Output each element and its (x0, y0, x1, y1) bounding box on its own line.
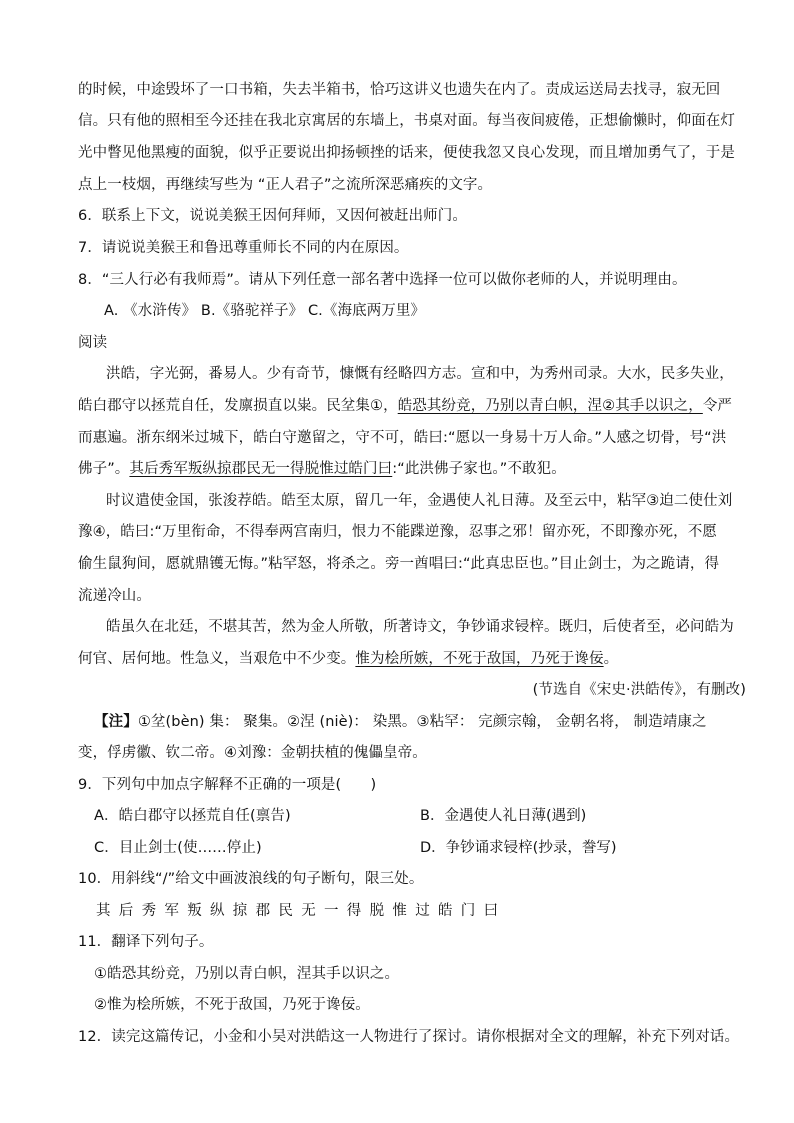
passage-line: 豫④，皓曰:“万里衔命，不得奉两宫南归，恨力不能蹀逆豫，忍事之邪！留亦死，不即豫亦死，不愿 (78, 524, 717, 540)
question-9: 9．下列句中加点字解释不正确的一项是( ) (78, 777, 377, 793)
passage-text: 何官、居何地。性急义，当艰危中不少变。 (78, 651, 356, 667)
passage-line: 流递冷山。 (78, 588, 151, 604)
option-d: D．争钞诵求锓梓(抄录，誊写) (420, 840, 617, 856)
section-heading: 阅读 (78, 335, 108, 351)
passage-text: 佛子”。 (78, 461, 130, 477)
option-a: A．皓白郡守以拯荒自任(禀告) (94, 808, 291, 824)
annotation-text: ①坌(bèn) 集： 聚集。②涅 (niè)： 染黑。③粘罕： 完颜宗翰， 金朝名将， 制造靖康之 (137, 714, 707, 730)
passage-text: 令严 (702, 398, 733, 414)
passage-line (78, 396, 758, 416)
source-citation: (节选自《宋史·洪皓传》，有删改) (532, 682, 746, 698)
passage-line: 偷生鼠狗间，愿就鼎镬无悔。”粘罕怒，将杀之。旁一酋唱曰:“此真忠臣也。”目止剑士，为之跪请，得 (78, 556, 720, 572)
passage-line: 而惠遍。浙东纲米过城下，皓白守邀留之，守不可，皓曰:“愿以一身易十万人命。”人感之切骨，号“洪 (78, 430, 727, 446)
passage-line: 时议遣使金国，张浚荐皓。皓至太原，留几一年，金遇使人礼日薄。及至云中，粘罕③迫二使仕刘 (106, 493, 733, 509)
question-7: 7．请说说美猴王和鲁迅尊重师长不同的内在原因。 (78, 240, 409, 256)
text-line: 光中瞥见他黑瘦的面貌，似乎正要说出抑扬顿挫的话来，便使我忽又良心发现，而且增加勇气了，于是 (78, 145, 735, 161)
question-12: 12．读完这篇传记，小金和小吴对洪皓这一人物进行了探讨。请你根据对全文的理解，补充下列对话。 (78, 1029, 740, 1045)
passage-line (78, 459, 758, 479)
annotation-line (94, 712, 774, 732)
text-line: 的时候，中途毁坏了一口书箱，失去半箱书，恰巧这讲义也遗失在内了。责成运送局去找寻，寂无回 (78, 82, 721, 98)
question-8: 8．“三人行必有我师焉”。请从下列任意一部名著中选择一位可以做你老师的人，并说明理由。 (78, 272, 687, 288)
question-10-sentence: 其后秀军叛纵掠郡民无一得脱惟过皓门曰 (96, 903, 507, 919)
question-8-options: A. 《水浒传》 B.《骆驼祥子》 C.《海底两万里》 (104, 303, 426, 319)
question-11-item: ①皓恐其纷竞，乃别以青白帜，涅其手以识之。 (94, 966, 400, 982)
underlined-sentence-1: 皓恐其纷竞，乃别以青白帜，涅②其手以识之， (397, 398, 703, 414)
passage-text: 。 (603, 651, 619, 667)
annotation-line: 变，俘虏徽、钦二帝。④刘豫：金朝扶植的傀儡皇帝。 (78, 745, 427, 761)
passage-text: :“此洪佛子家也。”不敢犯。 (392, 461, 566, 477)
passage-line: 洪皓，字光弼，番易人。少有奇节，慷慨有经略四方志。宣和中，为秀州司录。大水，民多失业， (106, 366, 734, 382)
underlined-sentence-2: 惟为桧所嫉，不死于敌国，乃死于谗佞 (355, 651, 604, 667)
question-6: 6．联系上下文，说说美猴王因何拜师，又因何被赶出师门。 (78, 208, 467, 224)
option-c: C．目止剑士(使……停止) (94, 840, 262, 856)
question-11-item: ②惟为桧所嫉，不死于敌国，乃死于谗佞。 (94, 997, 370, 1013)
passage-line: 皓虽久在北廷，不堪其苦，然为金人所敬，所著诗文，争钞诵求锓梓。既归，后使者至，必问皓为 (106, 619, 734, 635)
passage-line (78, 649, 758, 669)
passage-text: 皓白郡守以拯荒自任，发廪损直以粜。民坌集①， (78, 398, 398, 414)
text-line: 点上一枝烟，再继续写些为 “正人君子”之流所深恶痛疾的文字。 (78, 177, 493, 193)
question-10: 10．用斜线“/”给文中画波浪线的句子断句，限三处。 (78, 871, 424, 887)
text-line: 信。只有他的照相至今还挂在我北京寓居的东墙上，书桌对面。每当夜间疲倦，正想偷懒时，仰面在灯 (78, 113, 735, 129)
question-11: 11．翻译下列句子。 (78, 934, 214, 950)
option-b: B．金遇使人礼日薄(遇到) (420, 808, 587, 824)
note-label: 【注】 (94, 714, 138, 730)
wavy-underlined-sentence: 其后秀军叛纵掠郡民无一得脱惟过皓门曰 (129, 461, 393, 477)
